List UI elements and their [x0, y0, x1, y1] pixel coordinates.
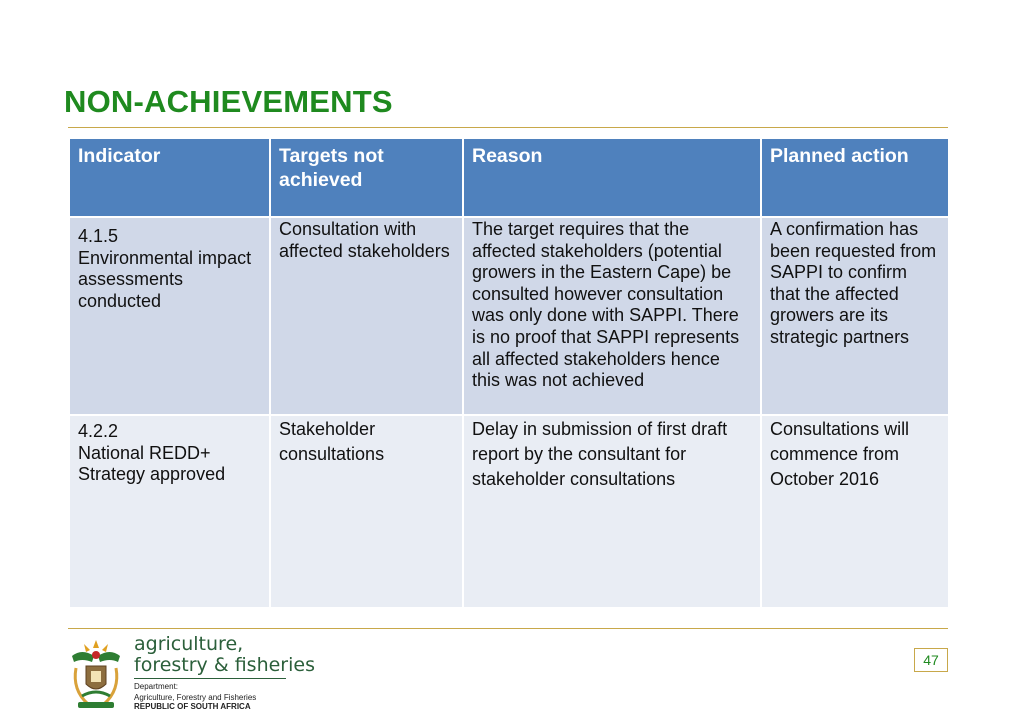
cell-planned-action: Consultations will commence from October 2016: [761, 415, 949, 608]
indicator-text: 4.2.2 National REDD+ Strategy approved: [78, 421, 226, 485]
department-label: Department: Agriculture, Forestry and Fisheries: [134, 682, 257, 702]
table-row: [69, 415, 949, 608]
non-achievements-table: [68, 137, 950, 609]
department-name-underline: [134, 678, 286, 679]
cell-indicator: [69, 217, 270, 415]
header-planned-action: Planned action: [761, 138, 949, 217]
department-name: agriculture, forestry & fisheries: [134, 633, 315, 676]
slide-title: NON-ACHIEVEMENTS: [64, 84, 393, 119]
title-divider: [68, 127, 948, 128]
indicator-text: 4.1.5 Environmental impact assessments conducted: [78, 226, 252, 311]
page-number: 47: [914, 648, 948, 672]
country-label: REPUBLIC OF SOUTH AFRICA: [134, 702, 251, 711]
cell-planned-action: A confirmation has been requested from SAPPI to confirm that the affected growers are its strategic partners: [761, 217, 949, 415]
table-row: [69, 217, 949, 415]
cell-reason: Delay in submission of first draft report by the consultant for stakeholder consultations: [463, 415, 761, 608]
header-reason: Reason: [463, 138, 761, 217]
cell-reason: The target requires that the affected stakeholders (potential growers in the Eastern Cape) be consulted however consultation was only done with SAPPI. There is no proof that SAPPI represents all affected stakeholders hence this was not achieved: [463, 217, 761, 415]
header-indicator: Indicator: [69, 138, 270, 217]
footer-divider: [68, 628, 948, 629]
cell-target: Stakeholder consultations: [270, 415, 463, 608]
cell-target: Consultation with affected stakeholders: [270, 217, 463, 415]
cell-indicator: [69, 415, 270, 608]
table-header-row: [69, 138, 949, 217]
header-targets-not-achieved: Targets not achieved: [270, 138, 463, 217]
coat-of-arms-icon: [68, 638, 124, 712]
